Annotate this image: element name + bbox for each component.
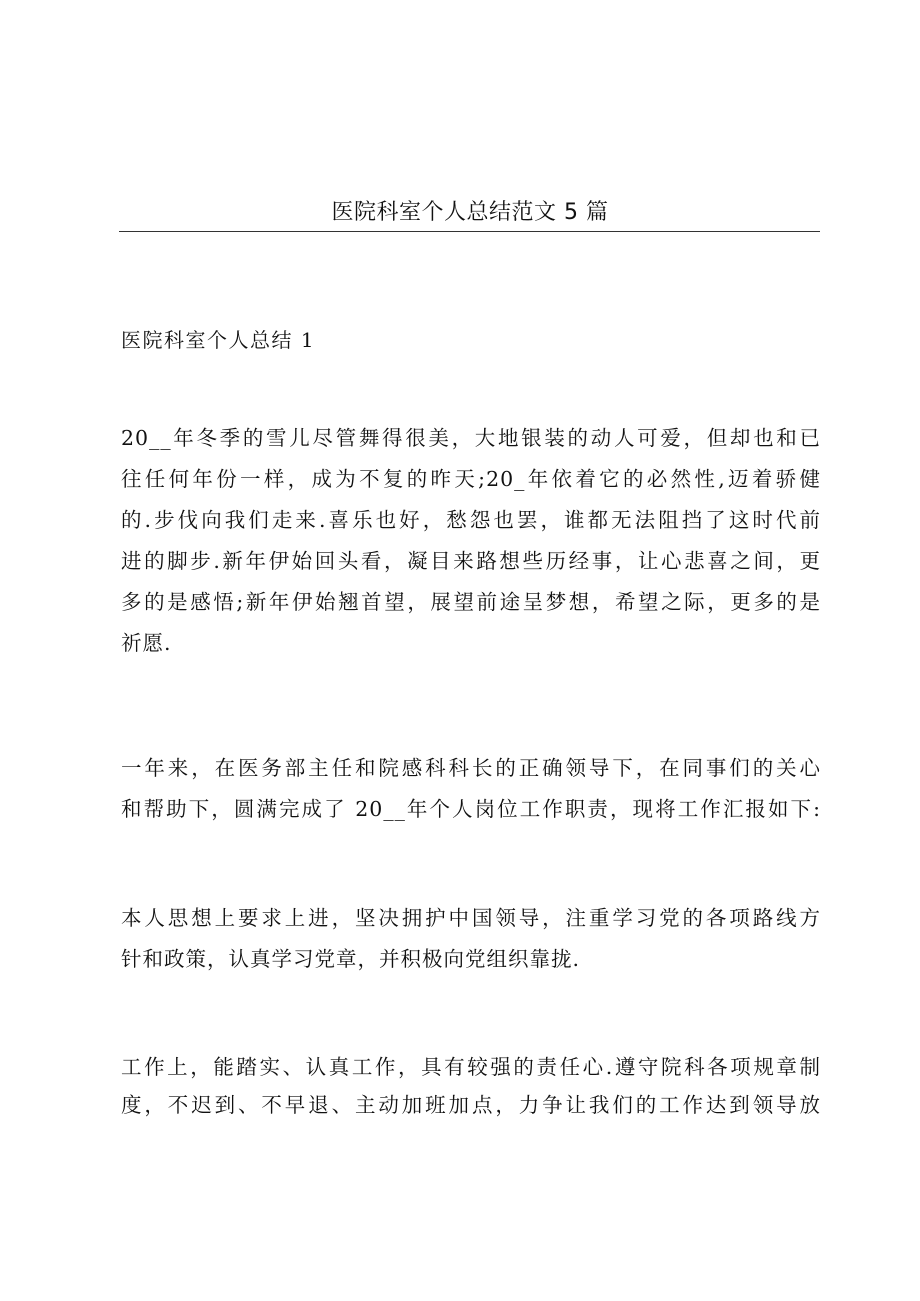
paragraph-line: 针和政策，认真学习党章，并积极向党组织靠拢.	[121, 947, 581, 971]
paragraph-line: 20__年冬季的雪儿尽管舞得很美，大地银装的动人可爱，但却也和已	[121, 426, 821, 450]
paragraph-4	[121, 1048, 821, 1124]
paragraph-line: 进的脚步.新年伊始回头看，凝目来路想些历经事，让心悲喜之间，更	[121, 549, 821, 573]
paragraph-3	[121, 898, 821, 980]
title-underline	[119, 231, 820, 232]
section-heading: 医院科室个人总结 1	[121, 328, 316, 352]
paragraph-line: 一年来，在医务部主任和院感科科长的正确领导下，在同事们的关心	[121, 756, 821, 780]
paragraph-line: 和帮助下，圆满完成了 20__年个人岗位工作职责，现将工作汇报如下:	[121, 797, 821, 821]
paragraph-line: 多的是感悟;新年伊始翘首望，展望前途呈梦想，希望之际，更多的是	[121, 590, 821, 614]
paragraph-2	[121, 748, 821, 830]
paragraph-line: 本人思想上要求上进，坚决拥护中国领导，注重学习党的各项路线方	[121, 906, 821, 930]
paragraph-line: 往任何年份一样，成为不复的昨天;20_年依着它的必然性,迈着骄健	[121, 467, 821, 491]
document-title: 医院科室个人总结范文 5 篇	[331, 200, 609, 225]
paragraph-line: 工作上，能踏实、认真工作，具有较强的责任心.遵守院科各项规章制	[121, 1055, 821, 1079]
paragraph-line: 祈愿.	[121, 631, 172, 655]
paragraph-1	[121, 418, 821, 664]
paragraph-line: 的.步伐向我们走来.喜乐也好，愁怨也罢，谁都无法阻挡了这时代前	[121, 508, 821, 532]
paragraph-line: 度，不迟到、不早退、主动加班加点，力争让我们的工作达到领导放	[121, 1093, 821, 1117]
